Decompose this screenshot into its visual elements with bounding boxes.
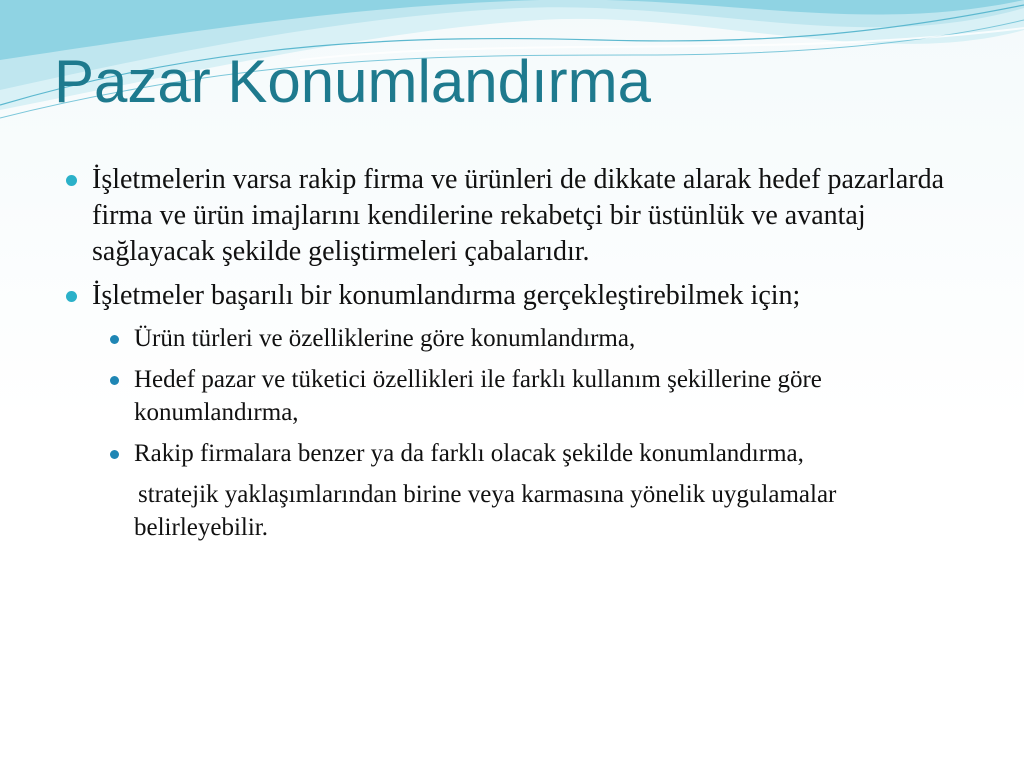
sub-bullet-dot-icon (110, 376, 119, 385)
sub-bullet-item (60, 363, 960, 429)
slide-content (60, 162, 960, 544)
sub-bullet-text: Ürün türleri ve özelliklerine göre konumlandırma, (134, 325, 636, 352)
sub-bullet-item (60, 437, 960, 470)
sub-bullet-text: Rakip firmalara benzer ya da farklı olacak şekilde konumlandırma, (134, 440, 804, 467)
sub-bullet-dot-icon (110, 450, 119, 459)
bullet-item (60, 278, 960, 314)
sub-bullet-dot-icon (110, 335, 119, 344)
bullet-item (60, 162, 960, 270)
bullet-dot-icon (66, 175, 77, 186)
bullet-dot-icon (66, 291, 77, 302)
closing-text (60, 478, 960, 544)
sub-bullet-item (60, 322, 960, 355)
closing-text-content: stratejik yaklaşımlarından birine veya karmasına yönelik uygulamalar belirleyebilir. (134, 481, 837, 541)
sub-bullet-text: Hedef pazar ve tüketici özellikleri ile farklı kullanım şekillerine göre konumlandırma, (134, 366, 822, 426)
slide-title: Pazar Konumlandırma (54, 48, 651, 115)
bullet-text: İşletmeler başarılı bir konumlandırma gerçekleştirebilmek için; (92, 280, 801, 311)
bullet-text: İşletmelerin varsa rakip firma ve ürünleri de dikkate alarak hedef pazarlarda firma ve ürün imajlarını kendilerine rekabetçi bir üstünlük ve avantaj sağlayacak şekilde geliştirmeleri çabalarıdır. (92, 164, 945, 267)
